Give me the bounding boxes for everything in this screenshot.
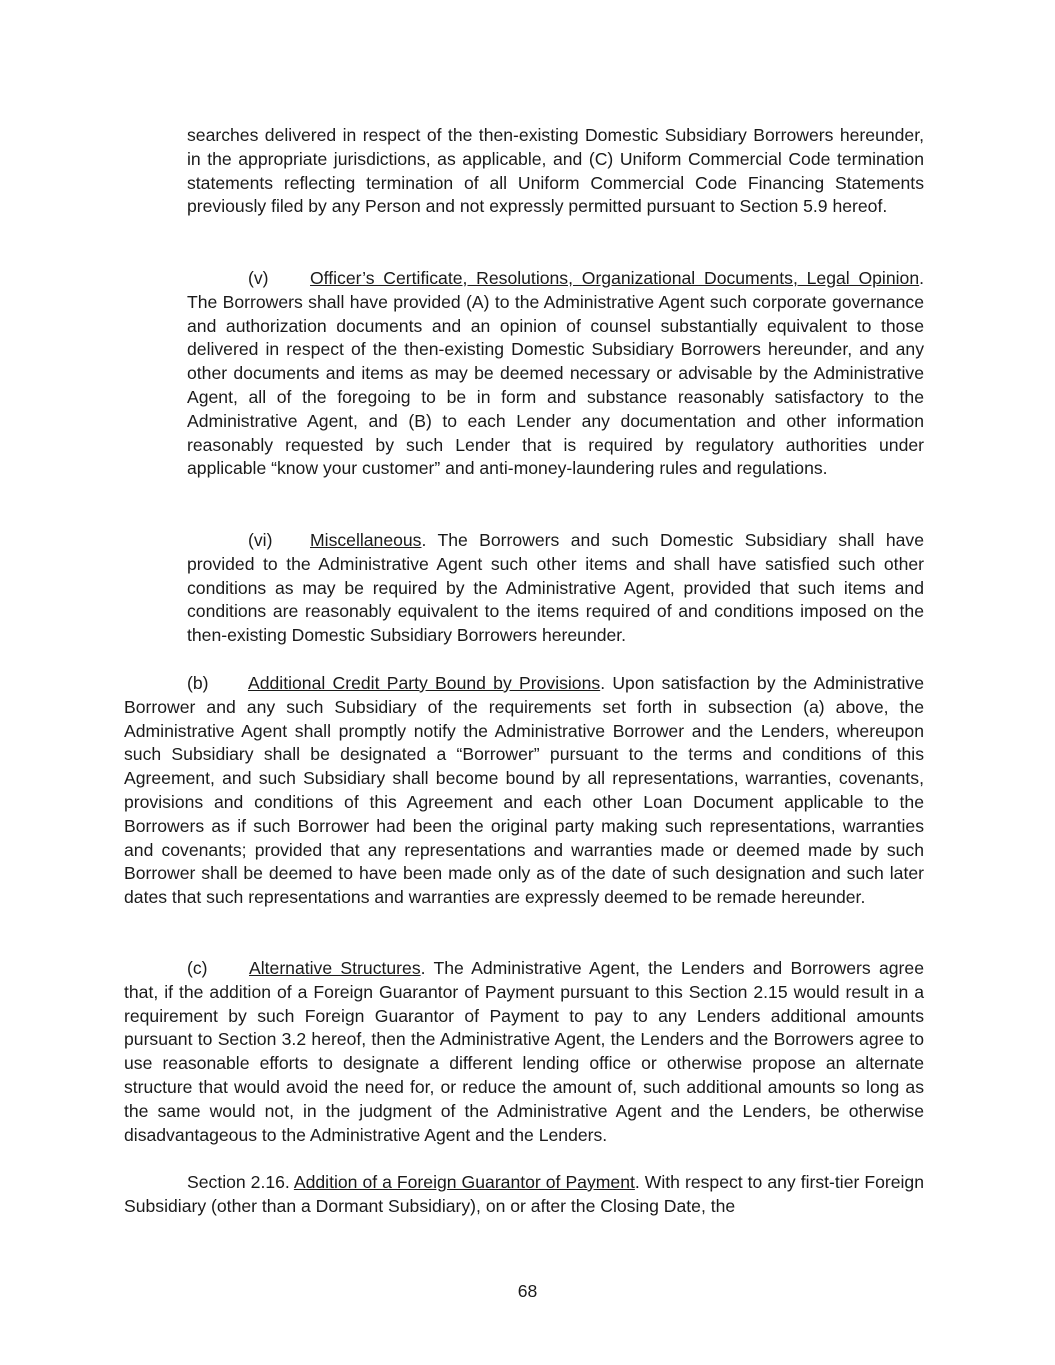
paragraph-heading: Miscellaneous: [310, 530, 422, 550]
paragraph-number: (v): [248, 268, 269, 288]
paragraph-number: (b): [187, 673, 209, 693]
paragraph-text: . The Borrowers shall have provided (A) to the Administrative Agent such corporate governance and authorization documents and an opinion of counsel substantially equivalent to those delivered in respect of the then-existing Domestic Subsidiary Borrowers hereunder, and any other documents and items as may be deemed necessary or advisable by the Administrative Agent, all of the foregoing to be in form and substance reasonably satisfactory to the Administrative Agent, and (B) to each Lender any documentation and other information reasonably requested by such Lender that is required by regulatory authorities under applicable “know your customer” and anti-money-laundering rules and regulations.: [187, 268, 924, 479]
paragraph-number: (c): [187, 958, 208, 978]
page-number: 68: [517, 1281, 538, 1301]
paragraph-continuation: [187, 124, 924, 219]
paragraph-heading: Officer’s Certificate, Resolutions, Organizational Documents, Legal Opinion: [310, 268, 920, 288]
paragraph-b: [124, 672, 924, 910]
paragraph-text: . Upon satisfaction by the Administrative Borrower and any such Subsidiary of the requirements set forth in subsection (a) above, the Administrative Agent shall promptly notify the Administrative Borrower and the Lenders, whereupon such Subsidiary shall be designated a “Borrower” pursuant to the terms and conditions of this Agreement, and such Subsidiary shall become bound by all representations, warranties, covenants, provisions and conditions of this Agreement and each other Loan Document applicable to the Borrowers as if such Borrower had been the original party making such representations, warranties and covenants; provided that any representations and warranties made or deemed made by such Borrower shall be deemed to have been made only as of the date of such designation and such later dates that such representations and warranties are expressly deemed to be remade hereunder.: [124, 673, 924, 908]
section-label: Section 2.16.: [187, 1172, 294, 1192]
paragraph-c: [124, 957, 924, 1147]
paragraph-heading: Alternative Structures: [249, 958, 421, 978]
section-2-16: [124, 1171, 924, 1219]
paragraph-vi: [187, 529, 924, 648]
paragraph-text: searches delivered in respect of the then-existing Domestic Subsidiary Borrowers hereunder, in the appropriate jurisdictions, as applicable, and (C) Uniform Commercial Code termination statements reflecting termination of all Uniform Commercial Code Financing Statements previously filed by any Person and not expressly permitted pursuant to Section 5.9 hereof.: [187, 125, 924, 217]
paragraph-text: . The Borrowers and such Domestic Subsidiary shall have provided to the Administrative Agent such other items and shall have satisfied such other conditions as may be required by the Administrative Agent, provided that such items and conditions are reasonably equivalent to the items required of and conditions imposed on the then-existing Domestic Subsidiary Borrowers hereunder.: [187, 530, 924, 646]
section-text: . With respect to any first-tier Foreign Subsidiary (other than a Dormant Subsidiary), on or after the Closing Date, the: [124, 1172, 925, 1216]
section-heading: Addition of a Foreign Guarantor of Payment: [293, 1172, 635, 1192]
paragraph-heading: Additional Credit Party Bound by Provisions: [248, 673, 601, 693]
paragraph-v: [187, 267, 924, 481]
paragraph-number: (vi): [248, 530, 273, 550]
paragraph-text: . The Administrative Agent, the Lenders and Borrowers agree that, if the addition of a Foreign Guarantor of Payment pursuant to this Section 2.15 would result in a requirement by such Foreign Guarantor of Payment to pay to any Lenders additional amounts pursuant to Section 3.2 hereof, then the Administrative Agent, the Lenders and the Borrowers agree to use reasonable efforts to designate a different lending office or otherwise propose an alternate structure that would avoid the need for, or reduce the amount of, such additional amounts so long as the same would not, in the judgment of the Administrative Agent and the Lenders, be otherwise disadvantageous to the Administrative Agent and the Lenders.: [124, 958, 924, 1145]
